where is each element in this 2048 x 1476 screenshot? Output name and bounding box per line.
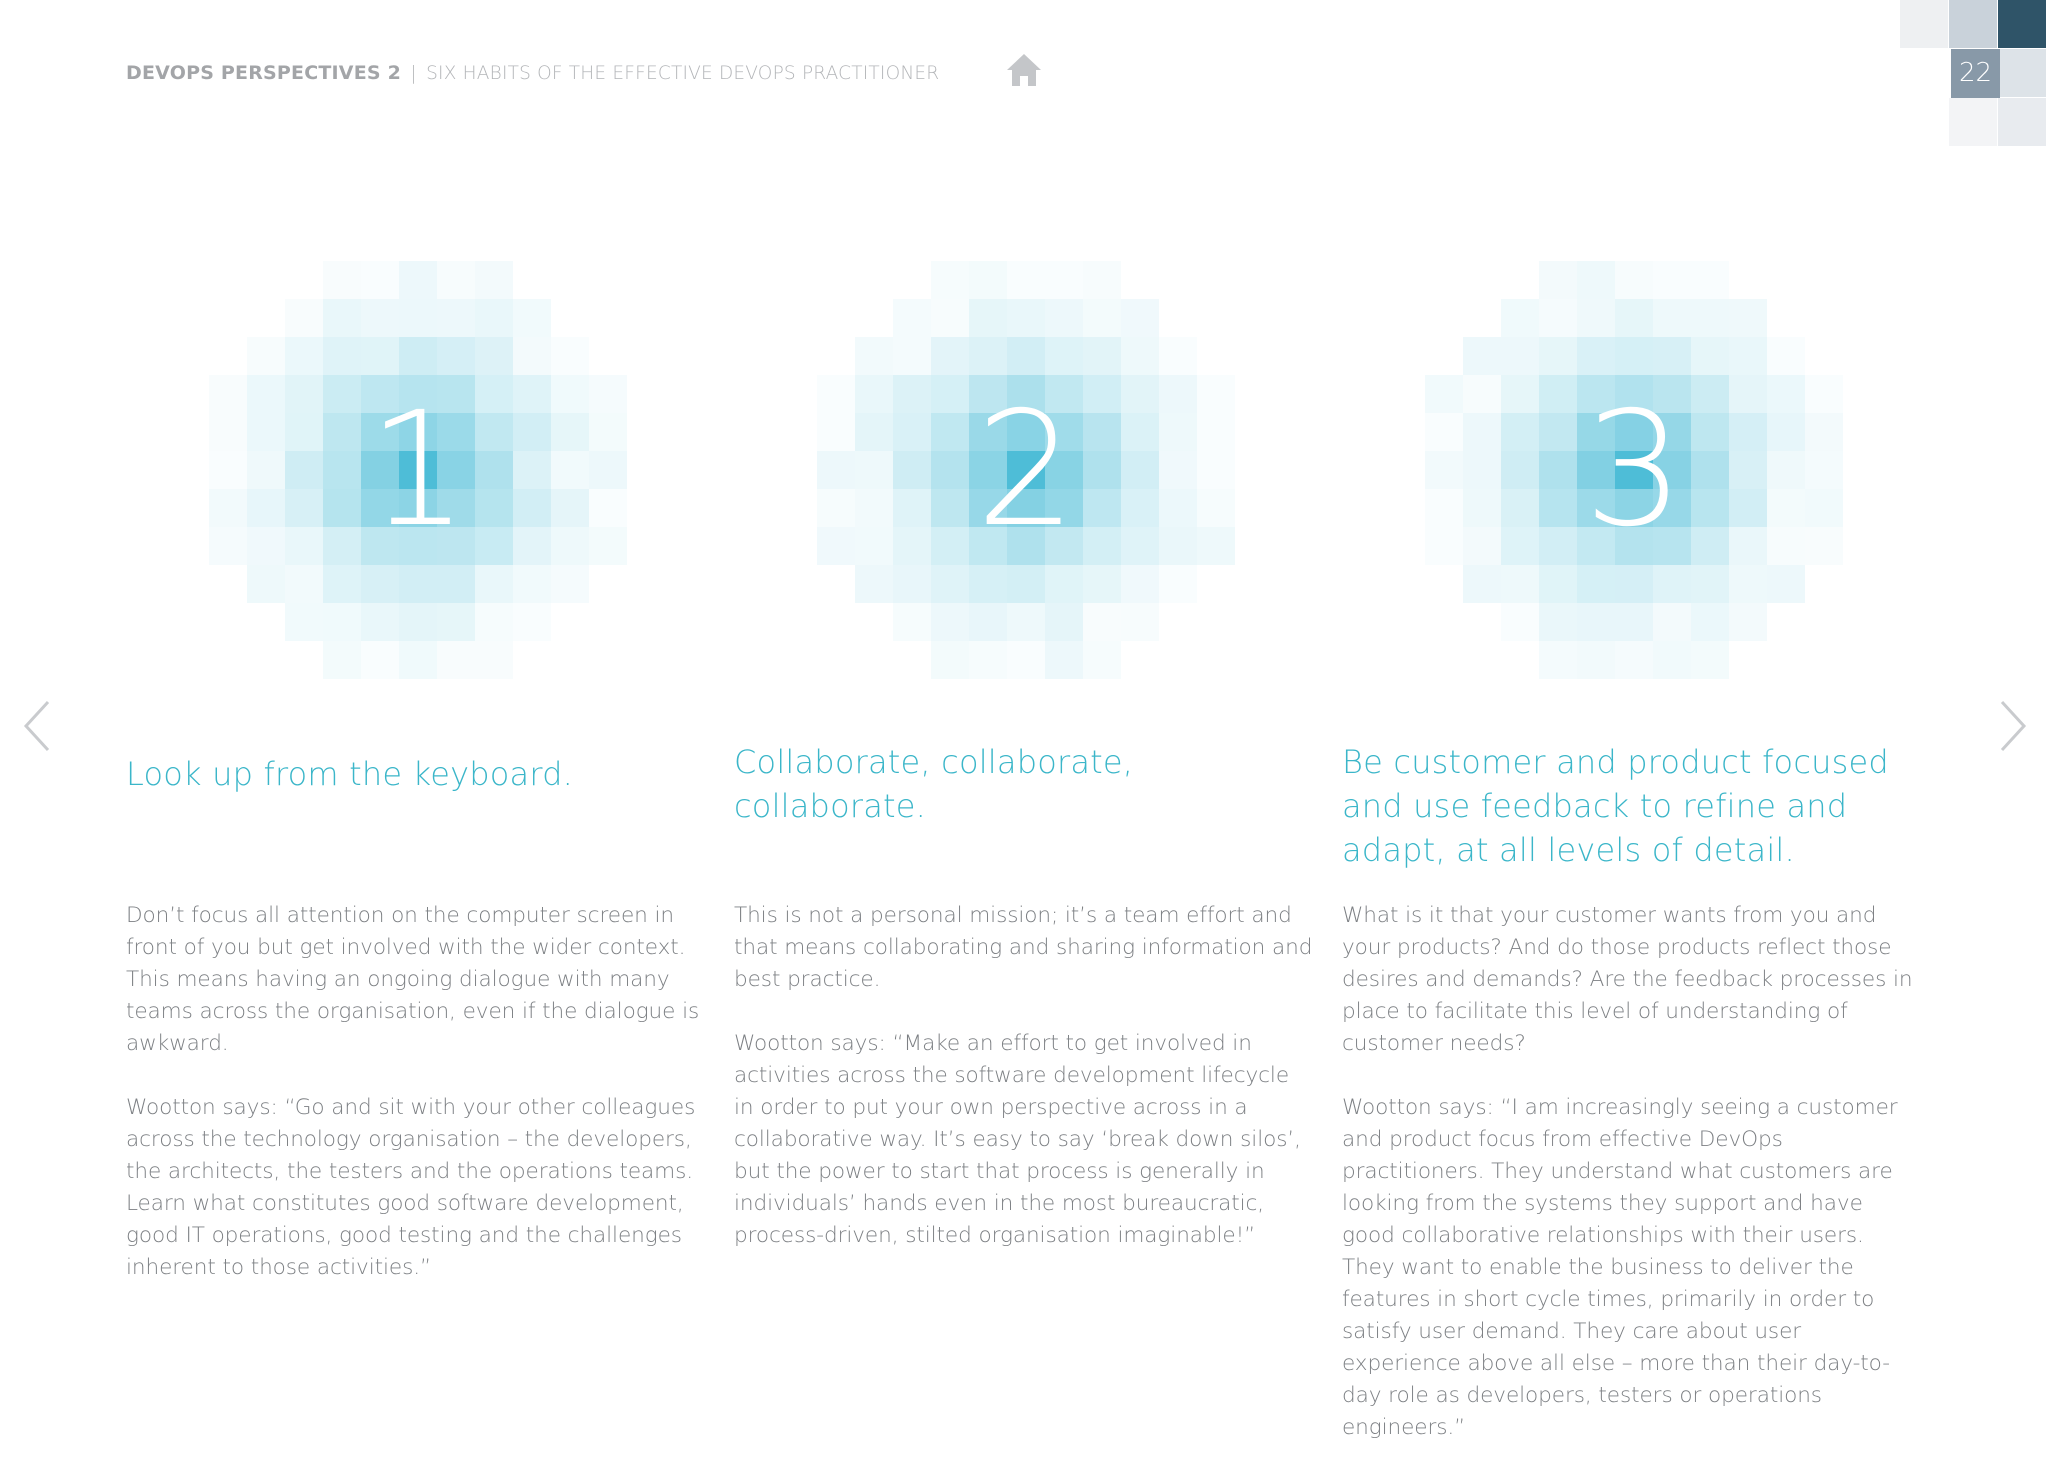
mosaic-square [1949,0,1997,48]
habit-number: 2 [975,378,1077,562]
mosaic-square [1998,0,2046,48]
habit-title: Look up from the keyboard. [126,755,574,793]
page-number: 22 [1951,49,2000,98]
habit-column [734,740,1314,1284]
chapter-title: SIX HABITS OF THE EFFECTIVE DEVOPS PRACTITIONER [426,63,940,84]
habit-title: Be customer and product focused and use feedback to refine and adapt, at all levels of detail. [1342,743,1889,869]
habit-number-badge [198,250,638,690]
habit-paragraph: What is it that your customer wants from you and your products? And do those products reflect those desires and demands? Are the feedback processes in place to facilitate this level of understanding of customer needs? [1342,903,1913,1056]
habit-column [126,740,706,1316]
habit-number: 3 [1583,378,1685,562]
mosaic-square [1998,98,2046,146]
habit-quote: Wootton says: “Make an effort to get involved in activities across the software development lifecycle in order to put your own perspective across in a collaborative way. It’s easy to say ‘break down silos’, but the power to start that process is generally in individuals’ hands even in the most bureaucratic, process-driven, stilted organisation imaginable!” [734,1031,1301,1248]
header-separator: | [410,62,417,84]
habit-paragraph: Don’t focus all attention on the computer screen in front of you but get involved with the wider context. This means having an ongoing dialogue with many teams across the organisation, even if the dialogue is awkward. [126,903,700,1056]
mosaic-square [1998,49,2046,97]
habit-number-badge [806,250,1246,690]
habit-quote: Wootton says: “Go and sit with your other colleagues across the technology organisation – the developers, the architects, the testers and the operations teams. Learn what constitutes good software development, good IT operations, good testing and the challenges inherent to those activities.” [126,1095,696,1280]
mosaic-square [1900,0,1948,48]
habit-column [1342,740,1922,1476]
habit-number-badge [1414,250,1854,690]
habit-title: Collaborate, collaborate, collaborate. [734,743,1134,825]
chevron-right-icon[interactable] [1992,696,2032,756]
home-icon[interactable] [1004,50,1044,90]
document-title: DEVOPS PERSPECTIVES 2 [126,62,401,84]
running-header [126,62,939,84]
habit-quote: Wootton says: “I am increasingly seeing a customer and product focus from effective DevOps practitioners. They understand what customers are looking from the systems they support and have good collaborative relationships with their users. They want to enable the business to deliver the features in short cycle times, primarily in order to satisfy user demand. They care about user experience above all else – more than their day-to-day role as developers, testers or operations engineers.” [1342,1095,1898,1440]
habit-number: 1 [367,378,469,562]
mosaic-square [1949,98,1997,146]
habit-paragraph: This is not a personal mission; it’s a team effort and that means collaborating and sharing information and best practice. [734,903,1313,992]
chevron-left-icon[interactable] [18,696,58,756]
